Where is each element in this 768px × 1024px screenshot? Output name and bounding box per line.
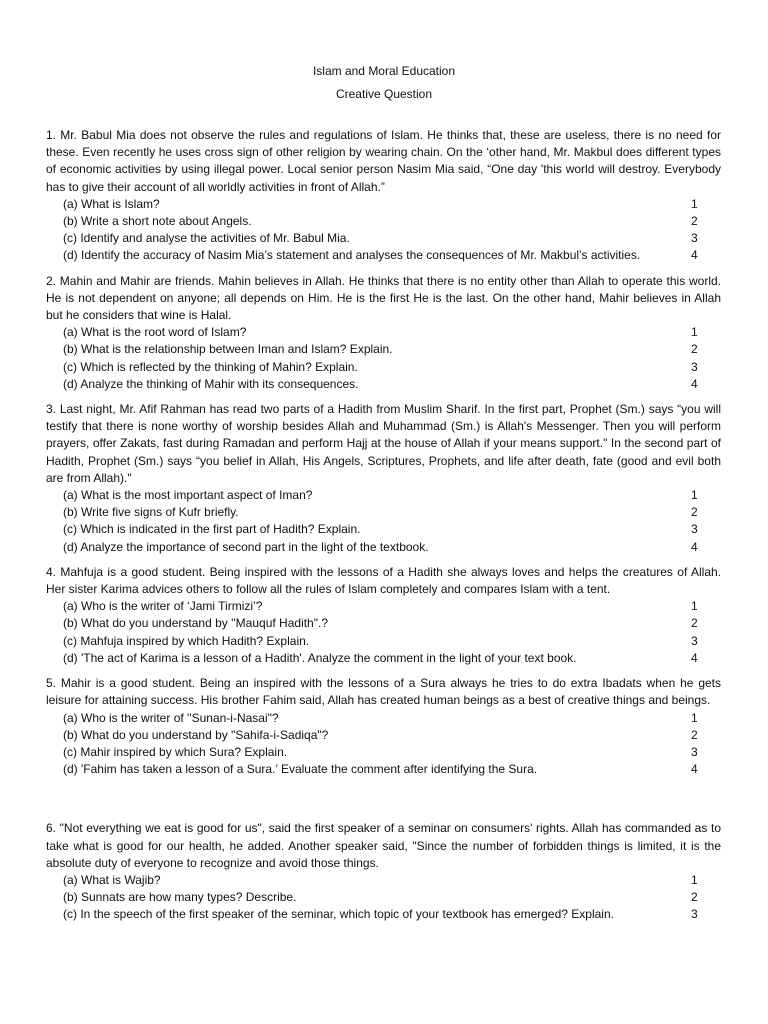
sub-question-text: (a) Who is the writer of ‘Jami Tirmizi’? xyxy=(63,599,263,614)
question-list xyxy=(46,127,721,932)
sub-question-marks: 2 xyxy=(691,890,698,905)
sub-question xyxy=(46,230,721,247)
sub-question-marks: 4 xyxy=(691,539,698,554)
sub-question xyxy=(46,247,721,264)
sub-question xyxy=(46,341,721,358)
sub-question xyxy=(46,521,721,538)
sub-question-marks: 1 xyxy=(691,325,698,340)
question-stem: 6. "Not everything we eat is good for us", said the first speaker of a seminar on consumers' rights. Allah has commanded as to take what is good for our health, he added. Another speaker said, "Since the number of forbidden things is limited, it is the absolute duty of everyone to recognize and avoid those things. xyxy=(46,821,721,870)
sub-question-marks: 1 xyxy=(691,488,698,503)
sub-question-text: (d) 'The act of Karima is a lesson of a Hadith'. Analyze the comment in the light of your text book. xyxy=(63,650,577,665)
sub-question xyxy=(46,598,721,615)
sub-question-marks: 1 xyxy=(691,710,698,725)
sub-question-text: (c) Identify and analyse the activities of Mr. Babul Mia. xyxy=(63,231,350,246)
sub-question-marks: 1 xyxy=(691,599,698,614)
sub-question-marks: 3 xyxy=(691,359,698,374)
sub-question-marks: 1 xyxy=(691,872,698,887)
sub-question xyxy=(46,872,721,889)
sub-question-marks: 2 xyxy=(691,214,698,229)
sub-question xyxy=(46,889,721,906)
document-header xyxy=(0,63,768,109)
document-title: Islam and Moral Education xyxy=(312,64,456,78)
sub-question xyxy=(46,650,721,667)
question-stem: 2. Mahin and Mahir are friends. Mahin believes in Allah. He thinks that there is no entity other than Allah to operate this world. He is not dependent on anyone; all depends on Him. He is the first He is the last. On the other hand, Mahir believes in Allah but he considers that wine is Halal. xyxy=(46,273,721,323)
question-stem: 4. Mahfuja is a good student. Being inspired with the lessons of a Hadith she always loves and helps the creatures of Allah. Her sister Karima advices others to follow all the rules of Islam completely and compares Islam with a tent. xyxy=(46,564,721,597)
sub-question-marks: 4 xyxy=(691,650,698,665)
sub-question-marks: 3 xyxy=(691,744,698,759)
sub-question xyxy=(46,196,721,213)
sub-question-marks: 2 xyxy=(691,727,698,742)
sub-question-marks: 2 xyxy=(691,616,698,631)
sub-question-text: (c) Which is reflected by the thinking of Mahin? Explain. xyxy=(63,359,358,374)
sub-question-marks: 3 xyxy=(691,522,698,537)
sub-question xyxy=(46,615,721,632)
document-subtitle: Creative Question xyxy=(335,87,433,102)
sub-question xyxy=(46,710,721,727)
sub-question-marks: 2 xyxy=(691,505,698,520)
sub-question-text: (b) Write a short note about Angels. xyxy=(63,214,252,229)
sub-question xyxy=(46,324,721,341)
sub-question xyxy=(46,359,721,376)
sub-question-text: (a) Who is the writer of ''Sunan-i-Nasai"? xyxy=(63,710,279,725)
sub-question-text: (c) Which is indicated in the first part of Hadith? Explain. xyxy=(63,522,361,537)
sub-question-text: (b) What do you understand by ''Mauquf Hadith".? xyxy=(63,616,328,631)
question-stem: 5. Mahir is a good student. Being an inspired with the lessons of a Sura always he tries to do extra Ibadats when he gets leisure for attaining success. His brother Fahim said, Allah has created human beings as a best of creative things and beings. xyxy=(46,676,721,708)
sub-question-marks: 3 xyxy=(691,633,698,648)
sub-question xyxy=(46,761,721,778)
sub-question xyxy=(46,727,721,744)
sub-question xyxy=(46,504,721,521)
sub-question-marks: 4 xyxy=(691,248,698,263)
sub-question-marks: 3 xyxy=(691,907,698,922)
question-1 xyxy=(46,127,721,265)
sub-question-text: (d) Analyze the thinking of Mahir with its consequences. xyxy=(63,376,359,391)
sub-question-text: (b) Sunnats are how many types? Describe. xyxy=(63,890,297,905)
sub-question-text: (b) What is the relationship between Iman and Islam? Explain. xyxy=(63,342,393,357)
question-3 xyxy=(46,401,721,556)
sub-question-marks: 3 xyxy=(691,231,698,246)
sub-question-text: (a) What is Islam? xyxy=(63,196,160,211)
question-4 xyxy=(46,564,721,667)
question-6 xyxy=(46,820,721,923)
sub-question-marks: 2 xyxy=(691,342,698,357)
sub-question xyxy=(46,539,721,556)
sub-question-text: (a) What is the most important aspect of Iman? xyxy=(63,488,313,503)
sub-question-text: (c) Mahfuja inspired by which Hadith? Explain. xyxy=(63,633,310,648)
question-stem: 3. Last night, Mr. Afif Rahman has read two parts of a Hadith from Muslim Sharif. In the first part, Prophet (Sm.) says “you will testify that there is none worthy of worship besides Allah and Muhammad (Sm.) is Allah's Messenger. Then you will perform prayers, offer Zakats, fast during Ramadan and perform Hajj at the house of Allah if your means support." In the second part of Hadith, Prophet (Sm.) says “you belief in Allah, His Angels, Scriptures, Prophets, and life after death, fate (good and evil both are from Allah)." xyxy=(46,402,721,485)
sub-question-text: (b) Write five signs of Kufr briefly. xyxy=(63,505,239,520)
sub-question xyxy=(46,376,721,393)
sub-question-text: (c) In the speech of the first speaker of the seminar, which topic of your textbook has emerged? Explain. xyxy=(63,907,614,922)
sub-question-text: (a) What is the root word of Islam? xyxy=(63,325,247,340)
sub-question-marks: 4 xyxy=(691,762,698,777)
sub-question xyxy=(46,633,721,650)
sub-question-marks: 1 xyxy=(691,196,698,211)
sub-question-text: (b) What do you understand by "Sahifa-i-Sadiqa"? xyxy=(63,727,329,742)
question-stem: 1. Mr. Babul Mia does not observe the rules and regulations of Islam. He thinks that, these are useless, there is no need for these. Even recently he uses cross sign of other religion by wearing chain. On the ‘other hand, Mr. Makbul does different types of economic activities by using illegal power. Local senior person Nasim Mia said, “One day 'this world will destroy. Everybody has to give their account of all worldly activities in front of Allah.” xyxy=(46,128,721,194)
sub-question-marks: 4 xyxy=(691,376,698,391)
sub-question-text: (d) 'Fahim has taken a lesson of a Sura.’ Evaluate the comment after identifying the Sura. xyxy=(63,762,538,777)
sub-question-text: (a) What is Wajib? xyxy=(63,872,161,887)
sub-question xyxy=(46,906,721,923)
question-5 xyxy=(46,675,721,778)
sub-question-text: (c) Mahir inspired by which Sura? Explain. xyxy=(63,744,288,759)
sub-question xyxy=(46,487,721,504)
sub-question-text: (d) Identify the accuracy of Nasim Mia’s statement and analyses the consequences of Mr. Makbul’s activities. xyxy=(63,248,641,263)
sub-question xyxy=(46,744,721,761)
question-2 xyxy=(46,273,721,393)
sub-question xyxy=(46,213,721,230)
sub-question-text: (d) Analyze the importance of second part in the light of the textbook. xyxy=(63,539,429,554)
